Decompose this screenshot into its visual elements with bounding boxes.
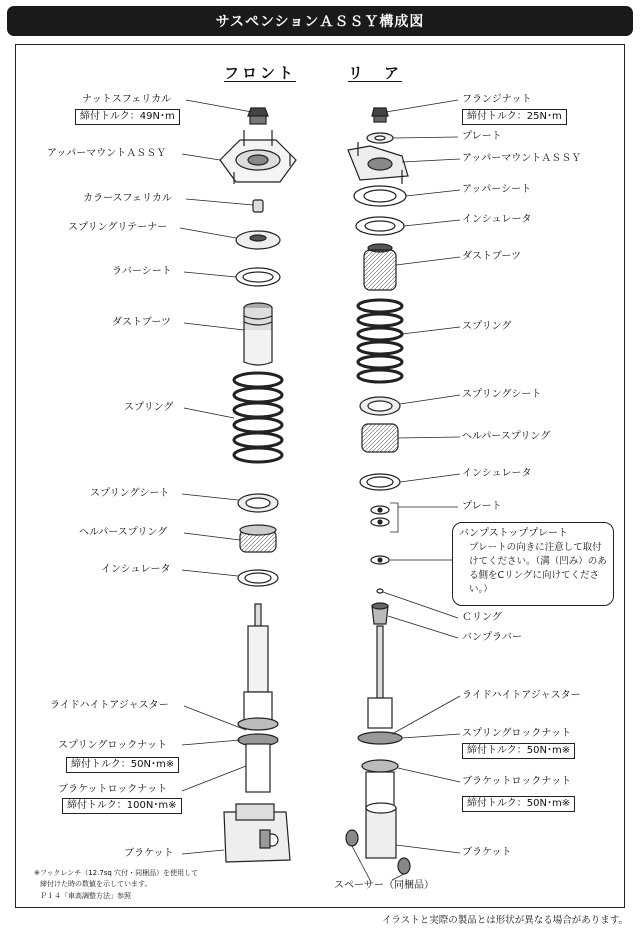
front-nut-spherical [248, 108, 268, 124]
rear-label-bracket: ブラケット [462, 847, 512, 858]
front-label-upper-mount: アッパーマウントＡＳＳＹ [47, 148, 167, 159]
bump-stop-plate-note [452, 522, 614, 606]
rear-bump-rubber [372, 603, 388, 624]
rear-helper-spring [362, 424, 398, 452]
bottom-caption: イラストと実際の製品とは形状が異なる場合があります。 [382, 915, 628, 926]
front-torque-nut: 締付トルク：49N･m [75, 109, 180, 125]
front-label-insulator: インシュレータ [101, 564, 171, 575]
rear-label-helper-spring: ヘルパースプリング [462, 431, 551, 442]
rear-label-upper-mount: アッパーマウントＡＳＳＹ [462, 153, 582, 164]
front-label-rubber-seat: ラバーシート [112, 266, 172, 277]
front-upper-mount [220, 130, 296, 184]
rear-spring [358, 300, 402, 382]
footnote-line-2: 締付けた時の数値を示しています。 [40, 880, 152, 888]
rear-insulator-upper [356, 217, 404, 235]
rear-plates [371, 506, 389, 526]
rear-label-insulator-upper: インシュレータ [462, 214, 532, 225]
rear-spring-seat [360, 397, 400, 415]
front-label-bracket-lock-nut: ブラケットロックナット [58, 784, 168, 795]
front-dust-boot [244, 303, 272, 365]
front-column-title: フロント [224, 64, 297, 82]
rear-label-spring-lock-nut: スプリングロックナット [462, 728, 571, 739]
rear-label-plate-top: プレート [462, 131, 502, 142]
front-spring [234, 373, 282, 462]
rear-damper [358, 626, 402, 808]
rear-label-ride-height-adjuster: ライドハイトアジャスター [462, 690, 581, 701]
rear-torque-spring-lock: 締付トルク：50N･m※ [462, 743, 575, 759]
bump-note-body: プレートの向きに注意して取付けてください。（溝（凹み）のある側をCリングに向けてください。） [469, 542, 607, 595]
footnote-line-3: Ｐ１４「車高調整方法」参照 [40, 892, 131, 900]
front-label-ride-height-adjuster: ライドハイトアジャスター [50, 700, 169, 711]
rear-label-spring-seat: スプリングシート [462, 389, 542, 400]
rear-label-spring: スプリング [462, 321, 512, 332]
rear-label-bump-rubber: バンプラバー [462, 632, 522, 643]
rear-upper-seat [354, 186, 406, 206]
front-insulator [238, 570, 278, 586]
front-label-spring-seat: スプリングシート [90, 488, 170, 499]
rear-label-spacer: スペーサー（同梱品） [334, 880, 434, 891]
front-spring-retainer [236, 231, 280, 249]
rear-plate-top [367, 133, 393, 143]
front-bracket [224, 804, 290, 862]
front-rubber-seat [236, 268, 280, 286]
rear-bracket [366, 803, 396, 858]
front-label-bracket: ブラケット [124, 848, 174, 859]
front-label-spring-lock-nut: スプリングロックナット [58, 740, 167, 751]
front-torque-spring-lock: 締付トルク：50N･m※ [66, 757, 179, 773]
rear-bump-stop-plate [371, 556, 389, 564]
leader-lines [180, 100, 460, 880]
bump-note-title: バンプストッププレート [459, 528, 568, 539]
rear-column-title: リ ア [348, 64, 403, 82]
front-collar-spherical [253, 200, 263, 212]
rear-dust-boot [364, 244, 396, 290]
front-spring-seat [238, 494, 278, 512]
rear-label-dust-boot: ダストブーツ [462, 251, 521, 262]
rear-c-ring [377, 589, 383, 593]
front-label-collar-spherical: カラースフェリカル [83, 193, 172, 204]
rear-label-upper-seat: アッパーシート [462, 184, 532, 195]
rear-label-bracket-lock-nut: ブラケットロックナット [462, 776, 572, 787]
rear-label-insulator-lower: インシュレータ [462, 468, 532, 479]
rear-label-plate: プレート [462, 501, 502, 512]
rear-label-flange-nut: フランジナット [462, 94, 532, 105]
rear-insulator-lower [360, 474, 400, 490]
rear-flange-nut [372, 108, 388, 122]
footnote-line-1: ※フックレンチ（12.7sq 穴付・同梱品）を使用して [34, 869, 199, 877]
front-label-spring: スプリング [124, 402, 174, 413]
front-damper [238, 604, 278, 792]
front-torque-bracket-lock: 締付トルク：100N･m※ [62, 798, 182, 814]
rear-torque-nut: 締付トルク：25N･m [462, 109, 567, 125]
front-label-spring-retainer: スプリングリテーナー [68, 222, 168, 233]
front-label-dust-boot: ダストブーツ [112, 317, 171, 328]
front-label-nut-spherical: ナットスフェリカル [82, 94, 172, 105]
rear-upper-mount [348, 142, 408, 184]
rear-torque-bracket-lock: 締付トルク：50N･m※ [462, 796, 575, 812]
front-helper-spring [240, 525, 276, 552]
page-title: サスペンションＡＳＳＹ構成図 [215, 14, 425, 30]
front-label-helper-spring: ヘルパースプリング [79, 527, 168, 538]
rear-label-c-ring: Ｃリング [462, 612, 502, 623]
